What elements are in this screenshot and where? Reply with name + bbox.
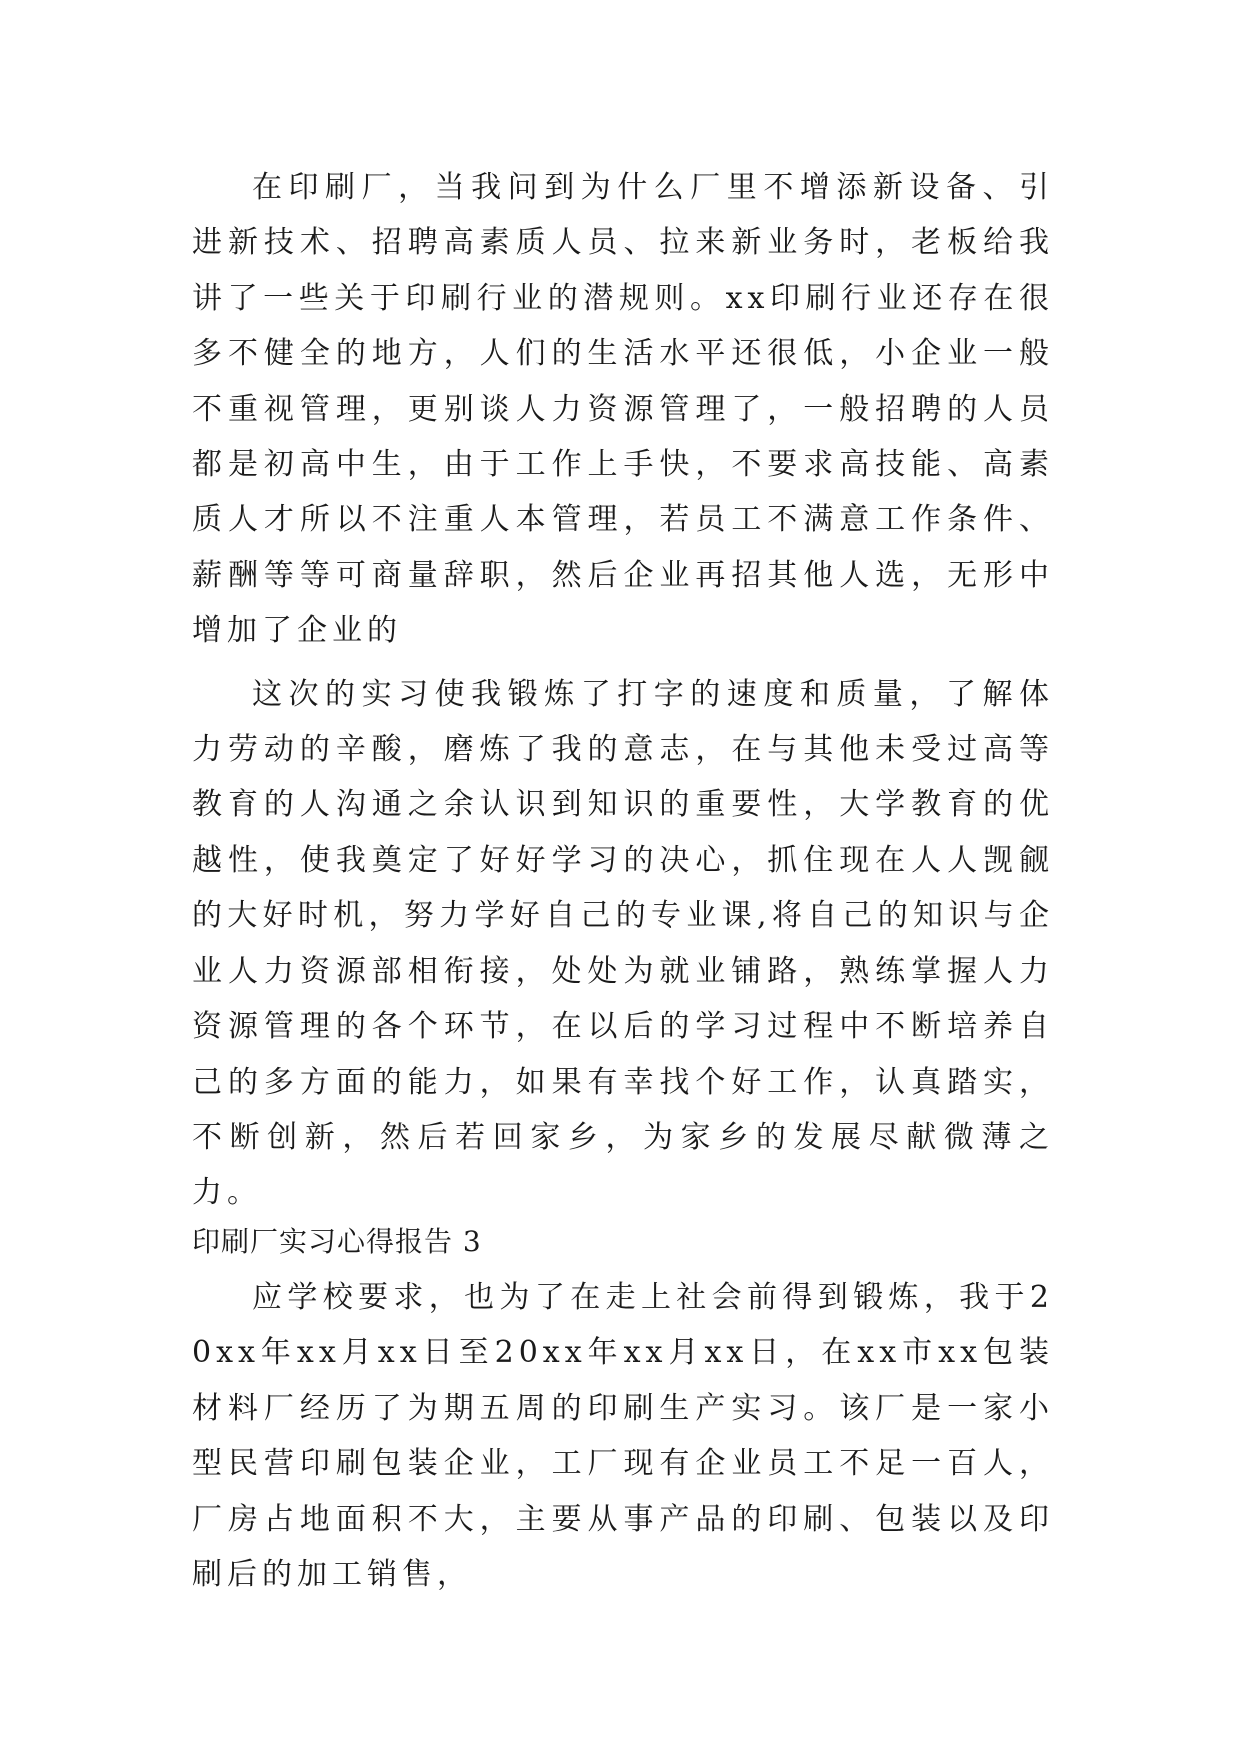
body-paragraph-1: 在印刷厂，当我问到为什么厂里不增添新设备、引进新技术、招聘高素质人员、拉来新业务时，老板给我讲了一些关于印刷行业的潜规则。xx印刷行业还存在很多不健全的地方，人们的生活水平还很低，小企业一般不重视管理，更别谈人力资源管理了，一般招聘的人员都是初高中生，由于工作上手快，不要求高技能、高素质人才所以不注重人本管理，若员工不满意工作条件、薪酬等等可商量辞职，然后企业再招其他人选，无形中增加了企业的 — [192, 170, 1054, 649]
document-page — [192, 160, 1054, 1593]
section-paragraph: 应学校要求，也为了在走上社会前得到锻炼，我于20xx年xx月xx日至20xx年xx月xx日，在xx市xx包装材料厂经历了为期五周的印刷生产实习。该厂是一家小型民营印刷包装企业，工厂现有企业员工不足一百人，厂房占地面积不大，主要从事产品的印刷、包装以及印刷后的加工销售， — [192, 1280, 1054, 1593]
section-heading: 印刷厂实习心得报告 3 — [192, 1225, 482, 1258]
body-paragraph-2: 这次的实习使我锻炼了打字的速度和质量，了解体力劳动的辛酸，磨炼了我的意志，在与其他未受过高等教育的人沟通之余认识到知识的重要性，大学教育的优越性，使我奠定了好好学习的决心，抓住现在人人觊觎的大好时机，努力学好自己的专业课,将自己的知识与企业人力资源部相衔接，处处为就业铺路，熟练掌握人力资源管理的各个环节，在以后的学习过程中不断培养自己的多方面的能力，如果有幸找个好工作，认真踏实，不断创新，然后若回家乡，为家乡的发展尽献微薄之力。 — [192, 676, 1054, 1211]
